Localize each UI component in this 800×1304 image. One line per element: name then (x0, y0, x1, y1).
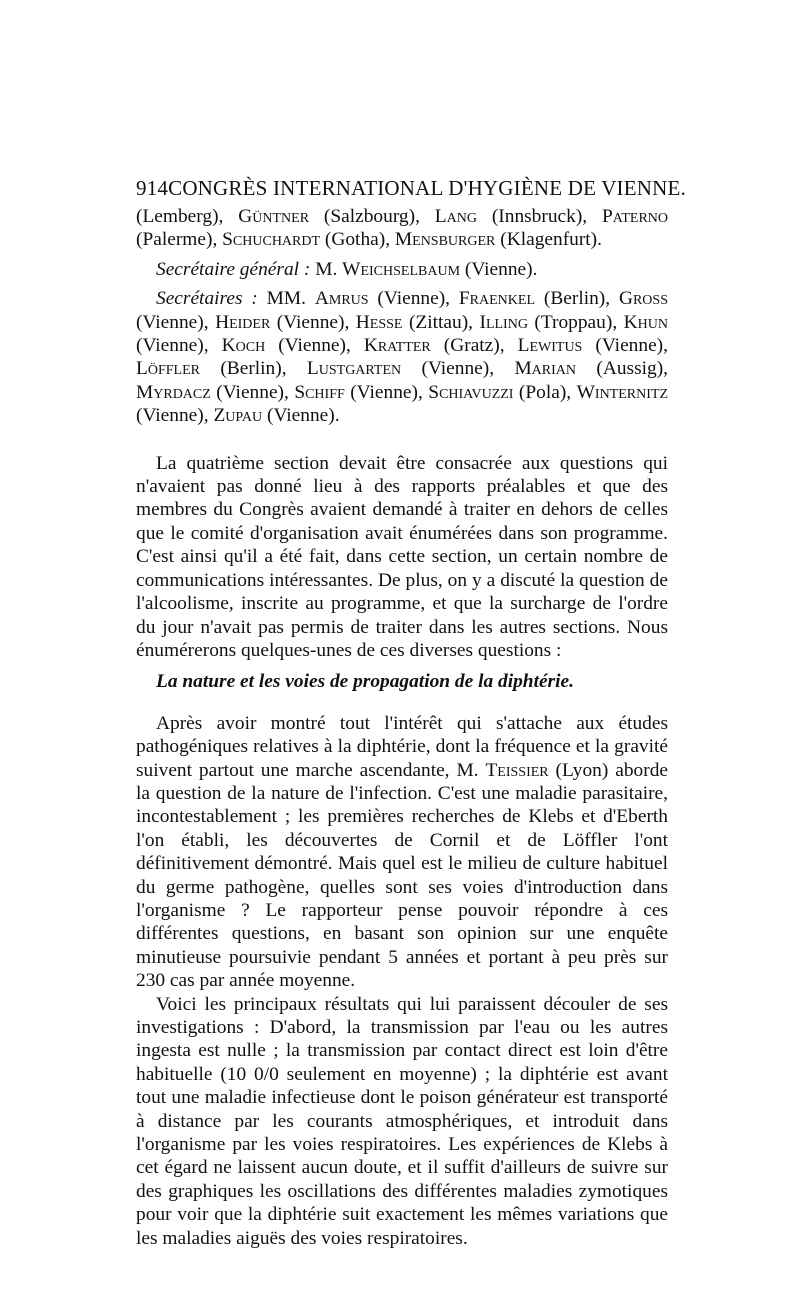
secretary-name: Khun (623, 311, 668, 333)
secretary-city: (Troppau), (527, 311, 624, 333)
secretary-name: Lewitus (517, 335, 583, 357)
secretary-city: (Vienne), (265, 335, 364, 357)
secretary-name: Gross (618, 288, 668, 310)
secretary-name: Löffler (136, 358, 200, 380)
secretary-name: Schiff (294, 381, 345, 403)
secretary-name: Illing (479, 311, 528, 333)
secretary-city: (Berlin), (535, 288, 619, 310)
secretary-city: (Vienne), (210, 381, 295, 403)
paragraph-teissier: Après avoir montré tout l'intérêt qui s'attache aux études pathogéniques relatives à la diphtérie, dont la fréquence et la gravité suivent partout une marche ascendante, M. Teissier (Lyon) aborde la question de la nature de l'infection. C'est une maladie parasitaire, incontestablement ; les premières recherches de Klebs et d'Eberth l'on établi, les découvertes de Cornil et de Löffler l'ont définitivement démontré. Mais quel est le milieu de culture habituel du germe pathogène, quelles sont ses voies d'introduction dans l'organisme ? Le rapporteur pense pouvoir répondre à ces différentes questions, en basant son opinion sur une enquête minutieuse poursuivie pendant 5 années et portant à peu près sur 230 cas par année moyenne. (136, 712, 668, 992)
secretary-city: (Vienne), (368, 288, 459, 310)
secretary-name: Myrdacz (136, 381, 211, 403)
secretary-city: (Vienne), (582, 335, 668, 357)
secretary-name: Hesse (355, 311, 403, 333)
secretary-city: (Aussig), (576, 358, 668, 380)
secretaire-general-line: Secrétaire général : M. Weichselbaum (Vienne). (156, 258, 538, 280)
paragraph-resultats: Voici les principaux résultats qui lui paraissent découler de ses investigations : D'abord, la transmission par l'eau ou les autres ingesta est nulle ; la transmission par contact direct est loin d'être habituelle (10 0/0 seulement en moyenne) ; la diphtérie est avant tout une maladie infectieuse dont le poison générateur est transporté à distance par les courants atmosphériques, et introduit dans l'organisme par les voies respiratoires. Les expériences de Klebs à cet égard ne laissent aucun doute, et il suffit d'ailleurs de suivre sur des graphiques les oscillations des différentes maladies zymotiques pour voir que la diphtérie suit exactement les mêmes variations que les maladies aiguës des voies respiratoires. (136, 993, 668, 1249)
secretary-name: Kratter (363, 335, 431, 357)
secretary-city: (Zittau), (402, 311, 480, 333)
secretary-name: Heider (215, 311, 271, 333)
page-body (136, 205, 668, 1250)
secretary-city: (Vienne). (262, 405, 340, 427)
secretary-city: (Vienne), (136, 311, 216, 333)
paragraph-quatrieme-section: La quatrième section devait être consacrée aux questions qui n'avaient pas donné lieu à des rapports préalables et que des membres du Congrès avaient demandé à traiter en dehors de celles que le comité d'organisation avait énumérées dans son programme. C'est ainsi qu'il a été fait, dans cette section, un certain nombre de communications intéressantes. De plus, on y a discuté la question de l'alcoolisme, inscrite au programme, et que la surcharge de l'ordre du jour n'avait pas permis de traiter dans les autres sections. Nous énumérerons quelques-unes de ces diverses questions : (136, 452, 668, 661)
secretary-name: Zupau (213, 405, 263, 427)
secretary-name: Fraenkel (458, 288, 535, 310)
secretary-name: Marian (514, 358, 577, 380)
secretary-city: (Vienne), (270, 311, 356, 333)
secretary-city: (Vienne), (136, 405, 214, 427)
secretary-name: Schiavuzzi (428, 381, 514, 403)
page-header (136, 176, 686, 201)
secretary-city: (Vienne), (401, 358, 515, 380)
secretary-city: (Vienne), (344, 381, 429, 403)
secretary-city: (Berlin), (199, 358, 307, 380)
secretary-name: Lustgarten (306, 358, 402, 380)
running-title: CONGRÈS INTERNATIONAL D'HYGIÈNE DE VIENNE. (168, 176, 686, 200)
secretary-city: (Pola), (513, 381, 577, 403)
secretary-name: Koch (221, 335, 266, 357)
secretary-city: (Vienne), (136, 335, 222, 357)
secretary-city: (Gratz), (430, 335, 518, 357)
secretaires-list: Secrétaires : MM. Amrus (Vienne), Fraenkel (Berlin), Gross (Vienne), Heider (Vienne), Hesse (Zittau), Illing (Troppau), Khun (Vienne), Koch (Vienne), Kratter (Gratz), Lewitus (Vienne), Löffler (Berlin), Lustgarten (Vienne), Marian (Aussig), Myrdacz (Vienne), Schiff (Vienne), Schiavuzzi (Pola), Winternitz (Vienne), Zupau (Vienne). (136, 288, 669, 427)
section-subheading: La nature et les voies de propagation de la diphtérie. (156, 671, 574, 693)
vice-presidents-continuation: (Lemberg), Güntner (Salzbourg), Lang (Innsbruck), Paterno (Palerme), Schuchardt (Gotha), Mensburger (Klagenfurt). (136, 206, 669, 251)
secretary-prefix: MM. (257, 288, 315, 310)
page-number: 914 (136, 176, 169, 200)
secretary-name: Amrus (314, 288, 369, 310)
secretary-name: Winternitz (576, 381, 669, 403)
